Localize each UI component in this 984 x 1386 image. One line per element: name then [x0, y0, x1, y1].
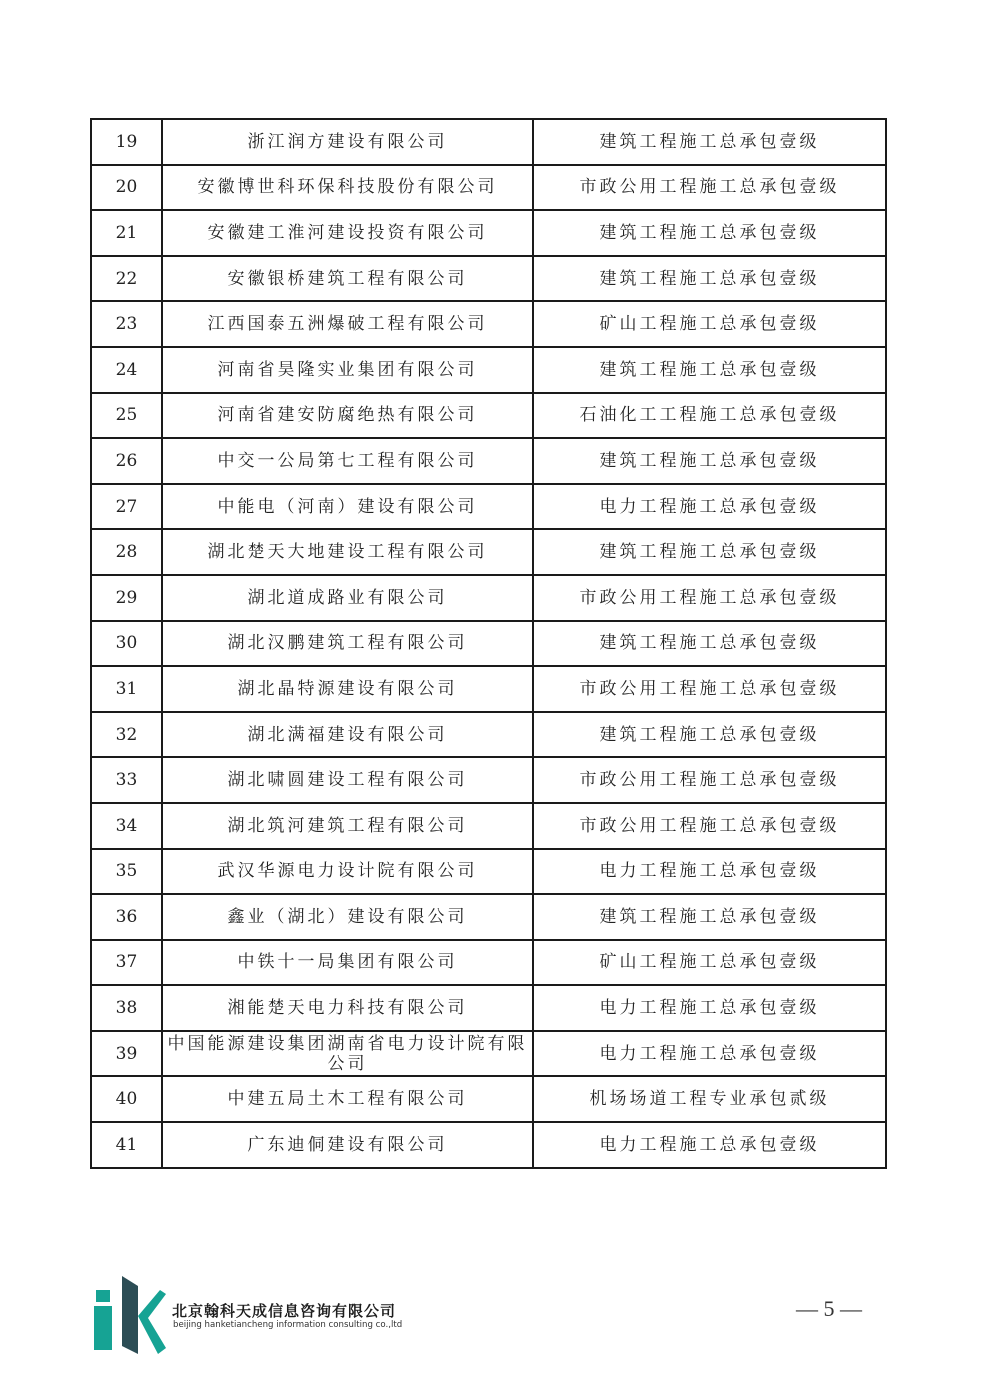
- qualification-cell: 市政公用工程施工总承包壹级: [533, 575, 886, 621]
- qualification-cell: 市政公用工程施工总承包壹级: [533, 757, 886, 803]
- company-name-cell: 中国能源建设集团湖南省电力设计院有限公司: [162, 1031, 533, 1077]
- table-row: [91, 803, 886, 849]
- row-number-cell: 28: [91, 529, 162, 575]
- row-number-cell: 26: [91, 438, 162, 484]
- company-name-cell: 鑫业（湖北）建设有限公司: [162, 894, 533, 940]
- table-row: [91, 712, 886, 758]
- table-row: [91, 484, 886, 530]
- qualification-cell: 市政公用工程施工总承包壹级: [533, 803, 886, 849]
- table-row: [91, 119, 886, 165]
- company-name-cell: 河南省建安防腐绝热有限公司: [162, 393, 533, 439]
- table-row: [91, 757, 886, 803]
- table-row: [91, 301, 886, 347]
- company-name-cell: 中铁十一局集团有限公司: [162, 940, 533, 986]
- company-name-cell: 安徽银桥建筑工程有限公司: [162, 256, 533, 302]
- company-name-cell: 湖北啸圆建设工程有限公司: [162, 757, 533, 803]
- qualification-table: [90, 118, 885, 1169]
- company-name-cell: 河南省昊隆实业集团有限公司: [162, 347, 533, 393]
- row-number-cell: 25: [91, 393, 162, 439]
- row-number-cell: 23: [91, 301, 162, 347]
- table-row: [91, 621, 886, 667]
- qualification-cell: 电力工程施工总承包壹级: [533, 1031, 886, 1077]
- company-name-cell: 武汉华源电力设计院有限公司: [162, 849, 533, 895]
- qualification-cell: 电力工程施工总承包壹级: [533, 985, 886, 1031]
- row-number-cell: 21: [91, 210, 162, 256]
- qualification-cell: 石油化工工程施工总承包壹级: [533, 393, 886, 439]
- table-row: [91, 849, 886, 895]
- qualification-cell: 建筑工程施工总承包壹级: [533, 210, 886, 256]
- row-number-cell: 39: [91, 1031, 162, 1077]
- company-name-cell: 安徽博世科环保科技股份有限公司: [162, 165, 533, 211]
- table-row: [91, 529, 886, 575]
- qualification-cell: 矿山工程施工总承包壹级: [533, 940, 886, 986]
- qualification-cell: 建筑工程施工总承包壹级: [533, 621, 886, 667]
- company-name-cell: 湖北楚天大地建设工程有限公司: [162, 529, 533, 575]
- row-number-cell: 33: [91, 757, 162, 803]
- row-number-cell: 38: [91, 985, 162, 1031]
- table-row: [91, 1031, 886, 1077]
- table-row: [91, 347, 886, 393]
- qualification-cell: 电力工程施工总承包壹级: [533, 1122, 886, 1168]
- row-number-cell: 32: [91, 712, 162, 758]
- qualification-cell: 市政公用工程施工总承包壹级: [533, 666, 886, 712]
- row-number-cell: 19: [91, 119, 162, 165]
- qualification-cell: 建筑工程施工总承包壹级: [533, 256, 886, 302]
- company-name-english: beijing hanketiancheng information consulting co.,ltd: [173, 1320, 403, 1330]
- table-row: [91, 575, 886, 621]
- qualification-cell: 建筑工程施工总承包壹级: [533, 529, 886, 575]
- row-number-cell: 29: [91, 575, 162, 621]
- company-name-cell: 中能电（河南）建设有限公司: [162, 484, 533, 530]
- table-row: [91, 666, 886, 712]
- qualification-cell: 电力工程施工总承包壹级: [533, 484, 886, 530]
- company-name-cell: 中交一公局第七工程有限公司: [162, 438, 533, 484]
- company-name-chinese: 北京翰科天成信息咨询有限公司: [172, 1302, 397, 1320]
- qualification-cell: 建筑工程施工总承包壹级: [533, 894, 886, 940]
- company-name-cell: 安徽建工淮河建设投资有限公司: [162, 210, 533, 256]
- table-row: [91, 940, 886, 986]
- row-number-cell: 24: [91, 347, 162, 393]
- page-number: — 5 —: [796, 1296, 862, 1321]
- company-name-cell: 广东迪侗建设有限公司: [162, 1122, 533, 1168]
- row-number-cell: 27: [91, 484, 162, 530]
- table-body: [91, 119, 886, 1168]
- table-row: [91, 985, 886, 1031]
- table-row: [91, 438, 886, 484]
- qualification-cell: 建筑工程施工总承包壹级: [533, 712, 886, 758]
- table-row: [91, 210, 886, 256]
- company-name-cell: 江西国泰五洲爆破工程有限公司: [162, 301, 533, 347]
- company-name-cell: 湖北道成路业有限公司: [162, 575, 533, 621]
- qualification-cell: 建筑工程施工总承包壹级: [533, 347, 886, 393]
- row-number-cell: 37: [91, 940, 162, 986]
- qualification-cell: 机场场道工程专业承包贰级: [533, 1076, 886, 1122]
- row-number-cell: 30: [91, 621, 162, 667]
- table-row: [91, 393, 886, 439]
- row-number-cell: 41: [91, 1122, 162, 1168]
- row-number-cell: 20: [91, 165, 162, 211]
- row-number-cell: 31: [91, 666, 162, 712]
- table-row: [91, 256, 886, 302]
- company-logo-icon: [94, 1276, 166, 1354]
- company-name-cell: 湖北晶特源建设有限公司: [162, 666, 533, 712]
- company-name-cell: 湖北满福建设有限公司: [162, 712, 533, 758]
- company-name-cell: 湘能楚天电力科技有限公司: [162, 985, 533, 1031]
- qualification-cell: 建筑工程施工总承包壹级: [533, 438, 886, 484]
- company-name-cell: 湖北汉鹏建筑工程有限公司: [162, 621, 533, 667]
- qualification-cell: 市政公用工程施工总承包壹级: [533, 165, 886, 211]
- company-name-cell: 湖北筑河建筑工程有限公司: [162, 803, 533, 849]
- table-row: [91, 165, 886, 211]
- qualification-cell: 矿山工程施工总承包壹级: [533, 301, 886, 347]
- company-name-cell: 中建五局土木工程有限公司: [162, 1076, 533, 1122]
- row-number-cell: 22: [91, 256, 162, 302]
- company-name-cell: 浙江润方建设有限公司: [162, 119, 533, 165]
- table-row: [91, 1122, 886, 1168]
- row-number-cell: 35: [91, 849, 162, 895]
- row-number-cell: 34: [91, 803, 162, 849]
- table-row: [91, 894, 886, 940]
- qualification-cell: 电力工程施工总承包壹级: [533, 849, 886, 895]
- row-number-cell: 36: [91, 894, 162, 940]
- qualification-cell: 建筑工程施工总承包壹级: [533, 119, 886, 165]
- row-number-cell: 40: [91, 1076, 162, 1122]
- table-row: [91, 1076, 886, 1122]
